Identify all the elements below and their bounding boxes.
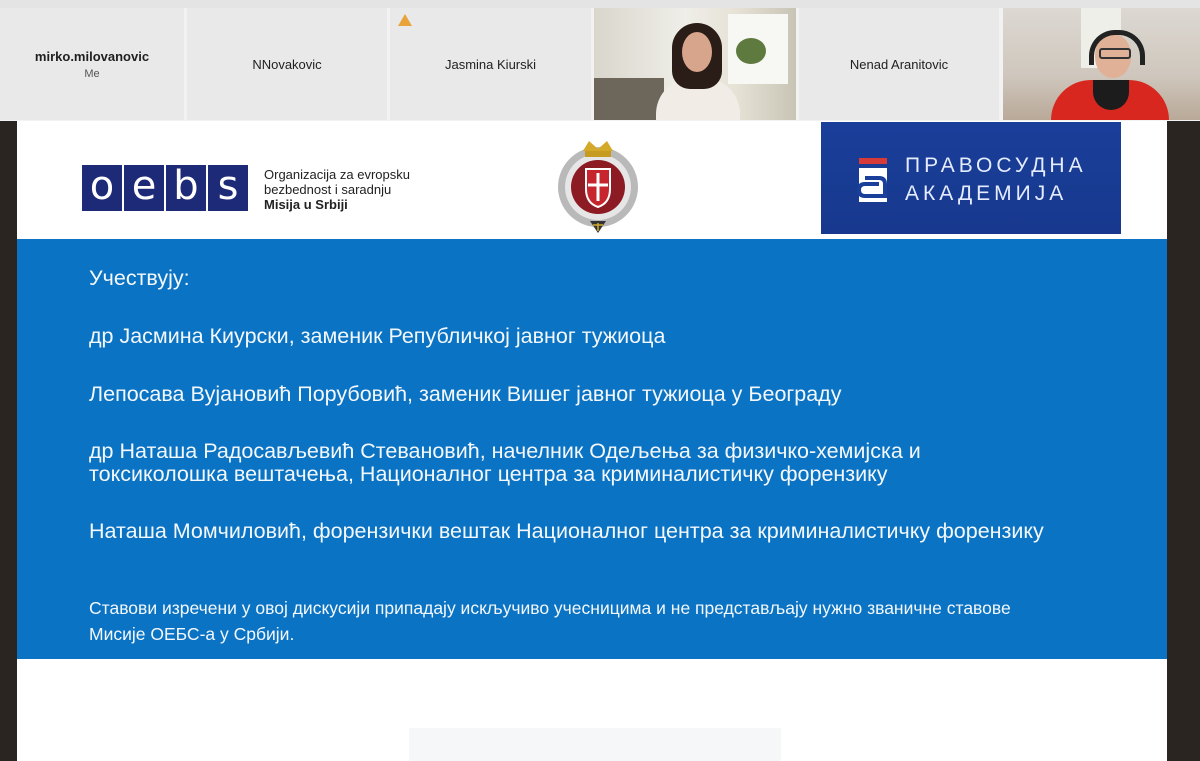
oebs-mission-line: Misija u Srbiji — [264, 197, 348, 212]
academy-name-line2: АКАДЕМИЈА — [905, 182, 1068, 205]
shared-presentation-slide — [17, 121, 1167, 761]
participant-name: NNovakovic — [252, 56, 322, 72]
slide-disclaimer: Ставови изречени у овој дискусији припадају искључиво учесницима и не представљају нужно званичне ставове Мисије ОЕБС-а у Србији. — [89, 598, 1011, 644]
participant-strip — [0, 0, 1200, 121]
oebs-org-name — [264, 167, 410, 212]
participant-entry: Лепосава Вујановић Порубовић, заменик Вишег јавног тужиоца у Београду — [89, 382, 842, 406]
participant-tile-jasmina[interactable] — [390, 8, 591, 120]
video-person-face — [682, 32, 712, 72]
participant-me-label: Me — [84, 67, 100, 80]
judicial-academy-logo — [821, 122, 1121, 234]
academy-emblem-icon — [855, 148, 891, 208]
participant-video-woman[interactable] — [594, 8, 796, 120]
participant-tile-mirko[interactable] — [0, 8, 184, 120]
participant-tile-nenad[interactable] — [799, 8, 999, 120]
participant-tile-nnovakovic[interactable] — [187, 8, 387, 120]
academy-name-line1: ПРАВОСУДНА — [905, 154, 1087, 177]
video-person-glasses — [1099, 48, 1131, 59]
prosecution-emblem-icon — [555, 129, 641, 235]
participant-video-man[interactable] — [1003, 8, 1200, 120]
slide-footer-bar — [409, 728, 781, 761]
participant-entry: др Наташа Радосављевић Стевановић, начелник Одељења за физичко-хемијска и токсиколошка вештачења, Националног центра за криминалистичку форензику — [89, 439, 921, 486]
oebs-logo: o e b s — [82, 165, 248, 211]
participant-name: Nenad Aranitovic — [849, 56, 949, 72]
participant-name: mirko.milovanovic — [34, 48, 150, 64]
video-shelf — [594, 78, 664, 120]
participant-entry: Наташа Момчиловић, форензички вештак Националног центра за криминалистичку форензику — [89, 519, 1044, 543]
oebs-org-line: bezbednost i saradnju — [264, 182, 392, 197]
participants-panel — [17, 239, 1167, 659]
oebs-org-line: Organizacija za evropsku — [264, 167, 410, 182]
video-plant — [736, 38, 766, 64]
warning-icon — [398, 14, 412, 26]
strip-top-bar — [0, 0, 1200, 8]
participant-name: Jasmina Kiurski — [444, 56, 537, 72]
slide-heading: Учествују: — [89, 266, 190, 290]
participant-entry: др Јасмина Киурски, заменик Републичкој јавног тужиоца — [89, 324, 666, 348]
